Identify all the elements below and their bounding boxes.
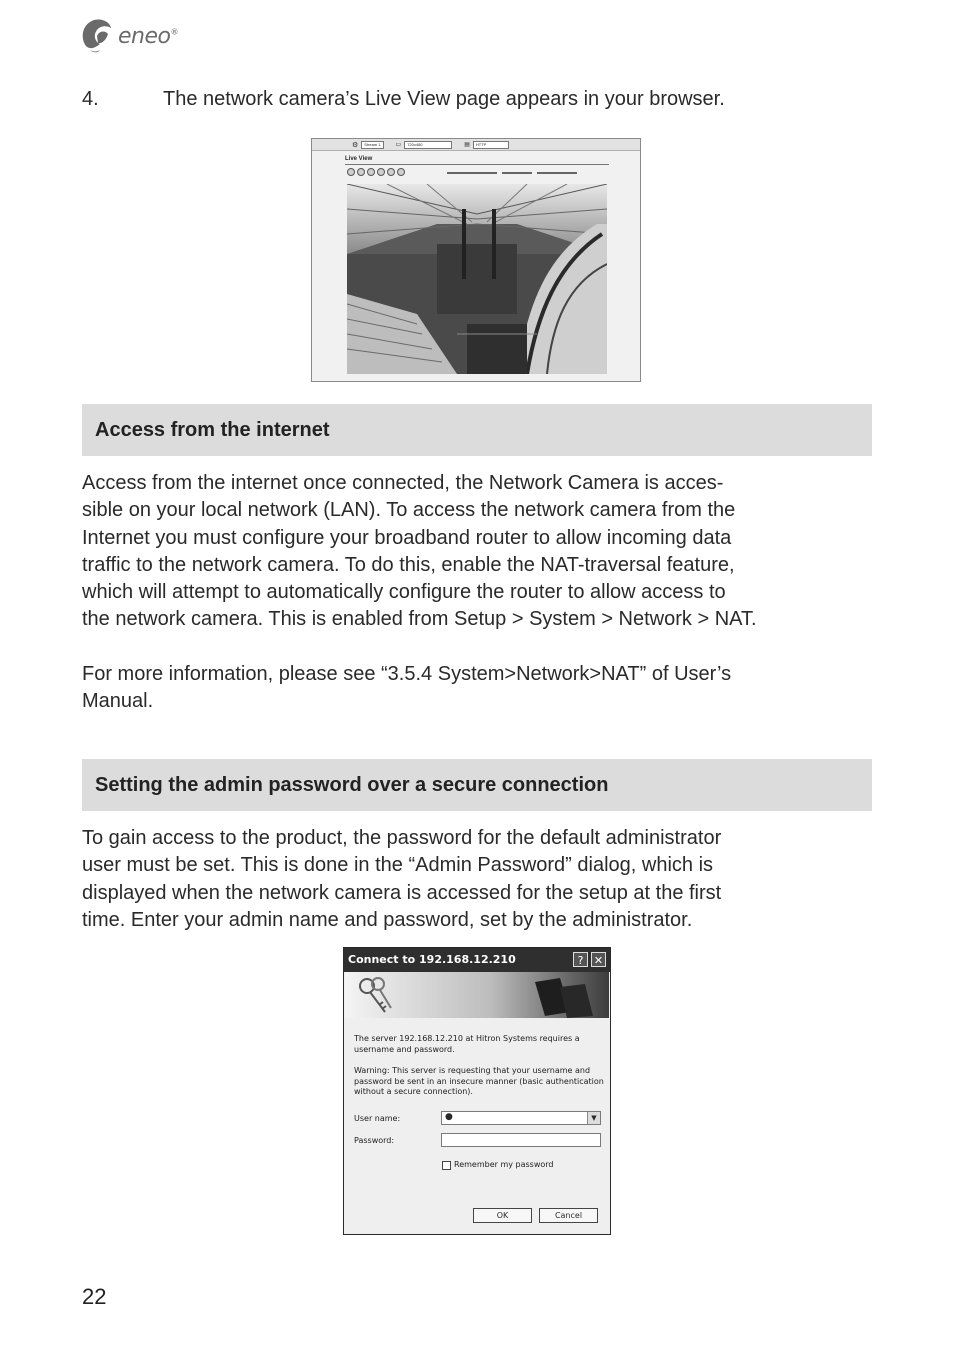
text-line: Access from the internet once connected, the Network Camera is acces- <box>82 472 724 494</box>
username-field[interactable] <box>441 1111 601 1125</box>
camera-live-image <box>347 184 607 374</box>
admin-password-paragraph <box>82 825 882 934</box>
text-line: For more information, please see “3.5.4 System>Network>NAT” of User’s <box>82 663 732 685</box>
password-label: Password: <box>354 1136 395 1145</box>
dialog-message <box>354 1034 580 1055</box>
remember-password-checkbox[interactable] <box>442 1161 451 1170</box>
eneo-logo-icon <box>80 16 114 56</box>
password-field[interactable] <box>441 1133 601 1147</box>
remember-password-label: Remember my password <box>454 1160 554 1169</box>
dialog-banner <box>345 972 609 1018</box>
fullscreen-icon[interactable] <box>387 168 395 176</box>
section-heading-internet: Access from the internet <box>82 404 872 456</box>
live-view-screenshot <box>311 138 641 382</box>
step-text: The network camera’s Live View page appears in your browser. <box>163 88 725 110</box>
brightness-slider[interactable] <box>537 172 577 174</box>
text-line: Manual. <box>82 690 154 713</box>
dialog-title: Connect to 192.168.12.210 <box>344 948 610 972</box>
text-line: username and password. <box>354 1044 455 1054</box>
size-select[interactable]: 720x480 <box>404 141 452 149</box>
step-number: 4. <box>82 88 99 110</box>
atrium-photo <box>347 184 607 374</box>
text-line: sible on your local network (LAN). To access the network camera from the <box>82 499 736 522</box>
close-button[interactable]: ✕ <box>591 952 606 967</box>
keys-icon <box>345 972 609 1018</box>
help-button[interactable]: ? <box>573 952 588 967</box>
user-icon: ● <box>445 1112 453 1122</box>
snapshot-icon[interactable] <box>367 168 375 176</box>
text-line: password be sent in an insecure manner (basic authentication <box>354 1076 604 1086</box>
text-line: To gain access to the product, the password for the default administrator <box>82 827 722 849</box>
text-line: which will attempt to automatically configure the router to allow access to <box>82 581 726 604</box>
speaker-volume-slider[interactable] <box>447 172 497 174</box>
text-line: time. Enter your admin name and password, set by the administrator. <box>82 908 693 931</box>
dialog-warning <box>354 1066 604 1098</box>
protocol-select[interactable]: HTTP <box>473 141 509 149</box>
eneo-logo <box>80 16 178 56</box>
cancel-button[interactable]: Cancel <box>539 1208 598 1223</box>
text-line: user must be set. This is done in the “Admin Password” dialog, which is <box>82 854 714 877</box>
text-line: traffic to the network camera. To do this, enable the NAT-traversal feature, <box>82 553 735 576</box>
zoom-icon[interactable] <box>377 168 385 176</box>
live-view-toolbar <box>312 139 640 151</box>
protocol-icon: ▤ <box>464 142 470 148</box>
logo-text: eneo® <box>118 23 178 49</box>
username-label: User name: <box>354 1114 401 1123</box>
stop-icon[interactable] <box>357 168 365 176</box>
page-number: 22 <box>82 1284 107 1309</box>
mic-volume-slider[interactable] <box>502 172 532 174</box>
section-heading-admin-password: Setting the admin password over a secure connection <box>82 759 872 811</box>
text-line: Internet you must configure your broadband router to allow incoming data <box>82 526 732 549</box>
internet-paragraph <box>82 470 882 634</box>
text-line: The server 192.168.12.210 at Hitron Systems requires a <box>354 1034 580 1043</box>
record-icon[interactable] <box>347 168 355 176</box>
live-view-tools <box>347 168 405 176</box>
text-line: displayed when the network camera is accessed for the setup at the first <box>82 881 722 904</box>
settings-icon: ⚙ <box>352 141 359 149</box>
audio-icon[interactable] <box>397 168 405 176</box>
monitor-icon: ▭ <box>395 142 402 148</box>
divider <box>345 164 609 165</box>
text-line: the network camera. This is enabled from Setup > System > Network > NAT. <box>82 608 757 631</box>
ok-button[interactable]: OK <box>473 1208 532 1223</box>
text-line: without a secure connection). <box>354 1087 473 1096</box>
text-line: Warning: This server is requesting that your username and <box>354 1066 591 1075</box>
live-view-title: Live View <box>345 156 373 162</box>
more-info-paragraph <box>82 661 882 716</box>
stream-select[interactable]: Stream 1 <box>361 141 383 149</box>
connect-dialog-screenshot <box>343 947 611 1235</box>
chevron-down-icon[interactable]: ▼ <box>587 1112 600 1124</box>
